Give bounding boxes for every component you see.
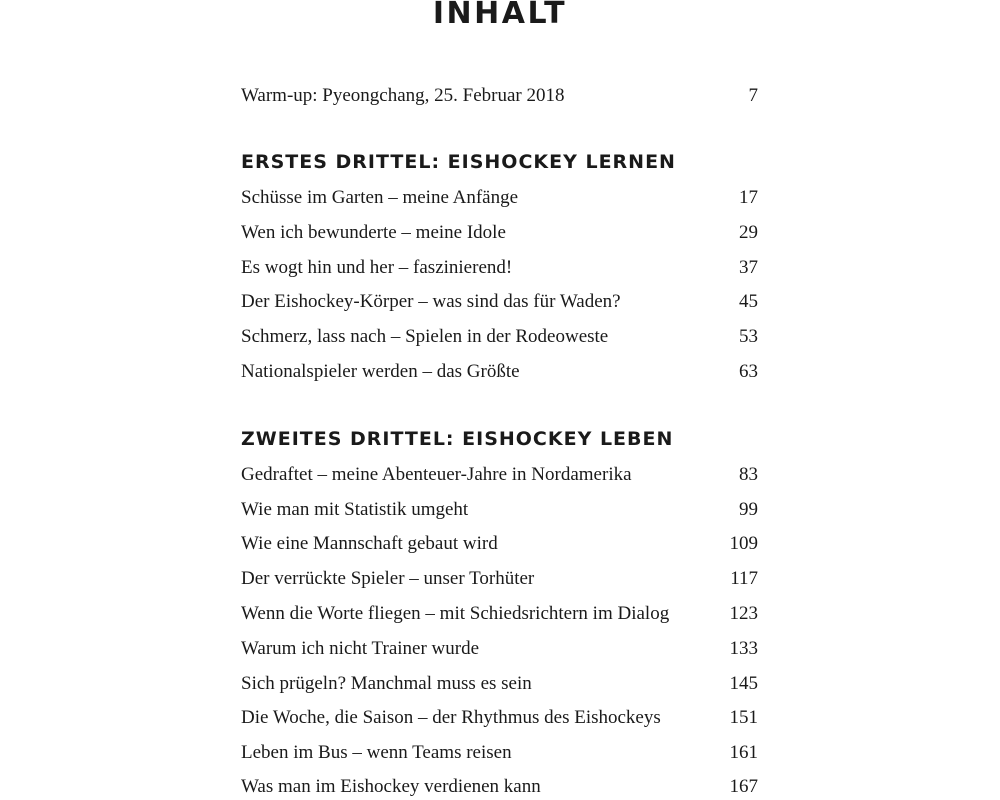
toc-entry-page: 123 (729, 603, 758, 624)
toc-entry (241, 359, 758, 385)
toc-entry-title: Sich prügeln? Manchmal muss es sein (241, 673, 532, 694)
toc-entry-page: 109 (729, 533, 758, 554)
section-heading-zweites-drittel: ZWEITES DRITTEL: EISHOCKEY LEBEN (241, 428, 674, 450)
toc-entry (241, 255, 758, 281)
toc-entry-title: Warum ich nicht Trainer wurde (241, 638, 480, 659)
toc-entry-title: Schüsse im Garten – meine Anfänge (241, 187, 519, 208)
toc-entry (241, 705, 758, 731)
toc-entry-title: Wie man mit Statistik umgeht (241, 499, 469, 520)
toc-entry-page: 117 (730, 568, 758, 589)
toc-entry-page: 63 (739, 361, 758, 382)
toc-entry-page: 53 (739, 326, 758, 347)
toc-entry-title: Warm-up: Pyeongchang, 25. Februar 2018 (241, 85, 565, 106)
section-heading-erstes-drittel: ERSTES DRITTEL: EISHOCKEY LERNEN (241, 151, 676, 173)
toc-entry-title: Leben im Bus – wenn Teams reisen (241, 742, 512, 763)
toc-entry-title: Es wogt hin und her – faszinierend! (241, 257, 513, 278)
toc-entry (241, 671, 758, 697)
toc-entry-intro (241, 83, 758, 109)
toc-entry-title: Was man im Eishockey verdienen kann (241, 776, 541, 797)
toc-entry-page: 45 (739, 291, 758, 312)
toc-entry (241, 185, 758, 211)
toc-entry-page: 99 (739, 499, 758, 520)
toc-entry (241, 462, 758, 488)
toc-entry-page: 17 (739, 187, 758, 208)
toc-entry-page: 151 (729, 707, 758, 728)
toc-entry-page: 167 (729, 776, 758, 797)
toc-entry-page: 29 (739, 222, 758, 243)
toc-entry-page: 7 (748, 85, 758, 106)
toc-entry (241, 566, 758, 592)
toc-entry-title: Wenn die Worte fliegen – mit Schiedsrichtern im Dialog (241, 603, 670, 624)
toc-entry-title: Gedraftet – meine Abenteuer-Jahre in Nordamerika (241, 464, 632, 485)
toc-entry-title: Der verrückte Spieler – unser Torhüter (241, 568, 535, 589)
toc-entry (241, 324, 758, 350)
toc-entry (241, 636, 758, 662)
toc-entry-title: Die Woche, die Saison – der Rhythmus des Eishockeys (241, 707, 661, 728)
toc-entry (241, 497, 758, 523)
toc-entry (241, 531, 758, 557)
toc-entry (241, 740, 758, 766)
toc-entry-title: Der Eishockey-Körper – was sind das für Waden? (241, 291, 621, 312)
toc-entry-title: Nationalspieler werden – das Größte (241, 361, 520, 382)
toc-entry-page: 133 (729, 638, 758, 659)
toc-entry-page: 145 (729, 673, 758, 694)
toc-entry-page: 83 (739, 464, 758, 485)
toc-entry-title: Schmerz, lass nach – Spielen in der Rodeoweste (241, 326, 609, 347)
toc-entry (241, 289, 758, 315)
toc-entry-page: 161 (729, 742, 758, 763)
toc-entry-title: Wie eine Mannschaft gebaut wird (241, 533, 498, 554)
page-title: INHALT (432, 0, 568, 31)
toc-entry (241, 220, 758, 246)
toc-entry-page: 37 (739, 257, 758, 278)
toc-entry (241, 774, 758, 800)
toc-entry-title: Wen ich bewunderte – meine Idole (241, 222, 506, 243)
toc-entry (241, 601, 758, 627)
